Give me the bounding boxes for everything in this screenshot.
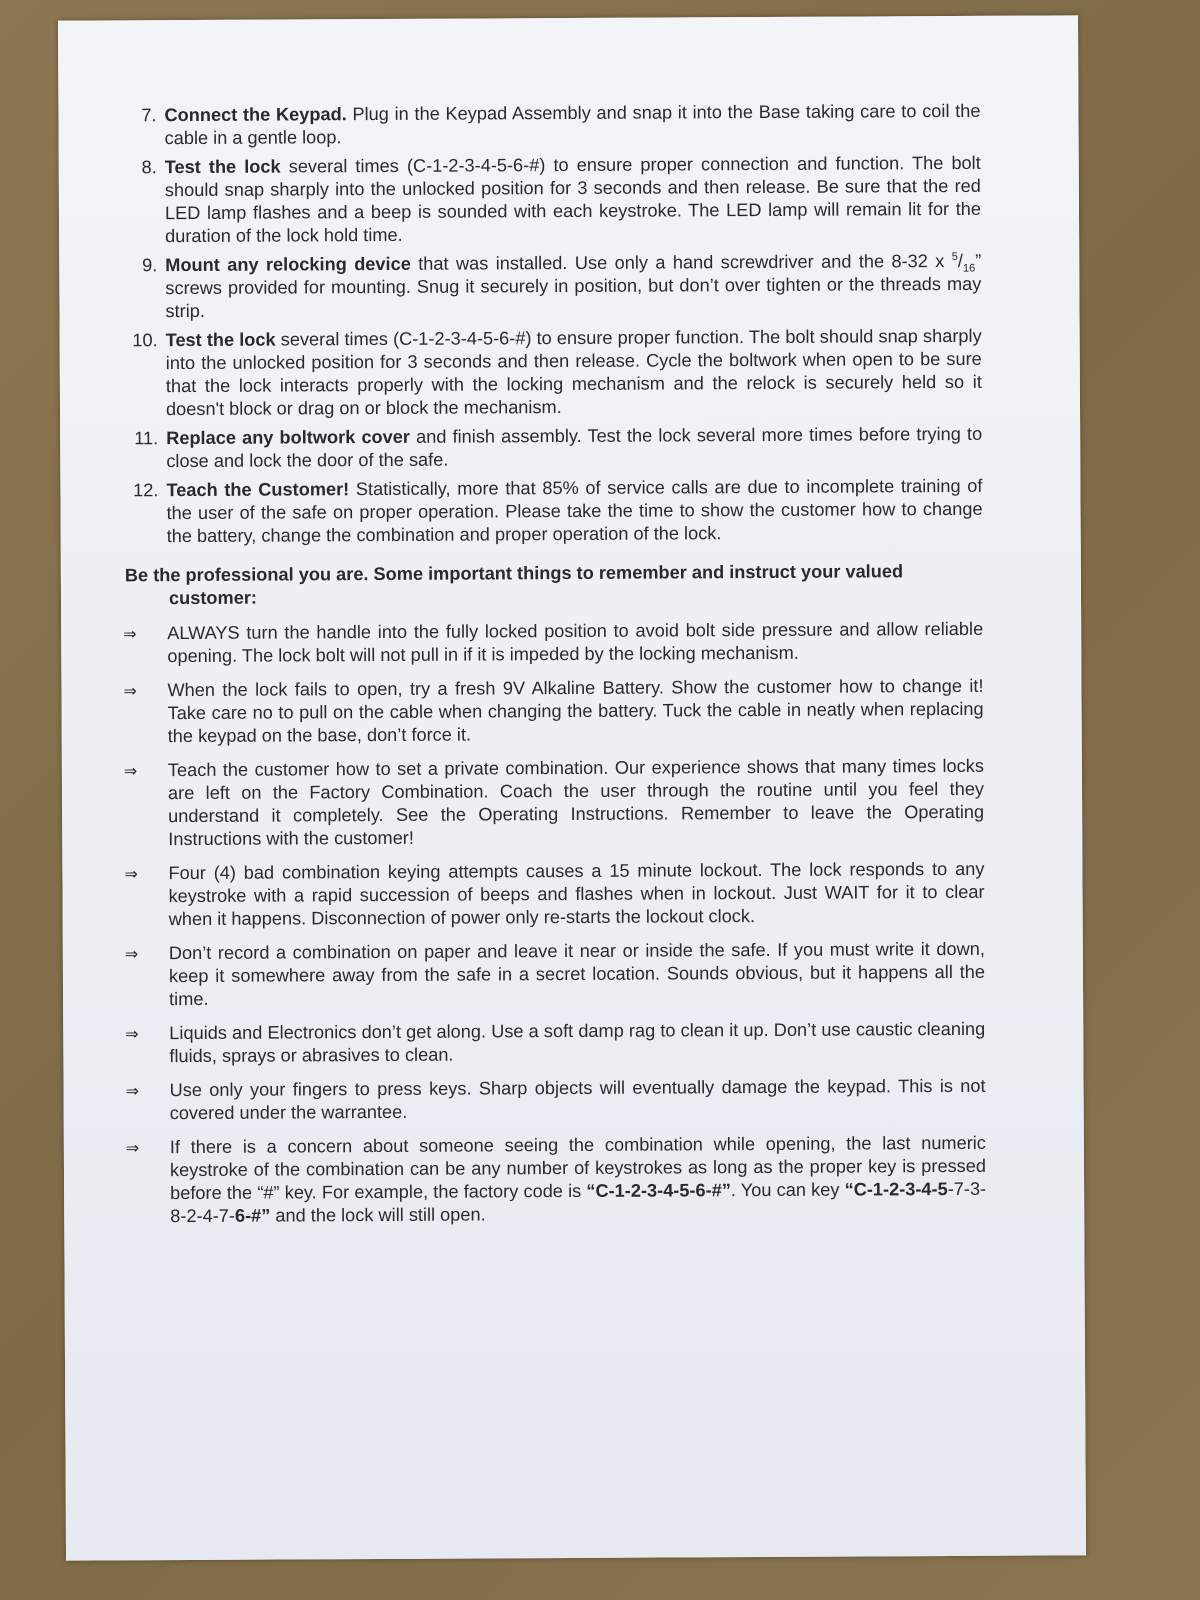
step-body: several times (C-1-2-3-4-5-6-#) to ensure proper connection and function. The bolt should snap sharply into the unlocked position for 3 seconds and then release. Be sure that the red LED lamp flashes and a beep is sounded with each keystroke. The LED lamp will remain lit for the duration of the lock hold time. bbox=[164, 152, 982, 247]
step-11 bbox=[122, 423, 982, 474]
step-title: Test the lock bbox=[164, 156, 281, 178]
step-text bbox=[165, 152, 981, 248]
step-number: 10. bbox=[132, 330, 158, 351]
example-code-end: 6-#” bbox=[234, 1205, 271, 1226]
reminder-item bbox=[125, 1018, 985, 1069]
step-number: 9. bbox=[142, 255, 158, 276]
fraction-numerator: 5 bbox=[951, 250, 958, 263]
example-code-middle: -7-3-8-2-4-7- bbox=[170, 1178, 987, 1227]
arrow-icon: ⇒ bbox=[125, 1024, 139, 1044]
reminder-list bbox=[123, 618, 986, 1228]
reminder-text: When the lock fails to open, try a fresh 9V Alkaline Battery. Show the customer how to change it! Take care no to pull on the cable when changing the battery. Tuck the cable in neatly when replacing the keypad on the base, don’t force it. bbox=[167, 675, 984, 747]
step-body: that was installed. Use only a hand screwdriver and the 8-32 x bbox=[410, 251, 952, 274]
reminder-item bbox=[125, 938, 985, 1012]
reminder-text: Don’t record a combination on paper and leave it near or inside the safe. If you must write it down, keep it somewhere away from the safe in a secret location. Sounds obvious, but it happens all the time. bbox=[168, 938, 986, 1010]
reminder-text: Teach the customer how to set a private combination. Our experience shows that many times locks are left on the Factory Combination. Coach the user through the routine until you feel they understand it completely. See the Operating Instructions. Remember to leave the Operating Instructions with the customer! bbox=[167, 755, 985, 850]
step-12 bbox=[122, 475, 982, 549]
arrow-icon: ⇒ bbox=[123, 681, 137, 701]
reminder-text-part: and the lock will still open. bbox=[270, 1204, 486, 1226]
instruction-sheet bbox=[58, 15, 1086, 1560]
fraction-denominator: 16 bbox=[962, 262, 976, 275]
reminder-item bbox=[124, 858, 984, 932]
step-text bbox=[166, 423, 982, 473]
step-title: Replace any boltwork cover bbox=[166, 426, 411, 449]
arrow-icon: ⇒ bbox=[124, 864, 138, 884]
arrow-icon: ⇒ bbox=[124, 944, 139, 964]
step-body: Statistically, more that 85% of service calls are due to incomplete training of the user of the safe on proper operation. Please take the time to show the customer how to change the battery, change the combination and proper operation of the lock. bbox=[166, 475, 983, 547]
reminder-text bbox=[170, 1132, 986, 1228]
reminder-text: Four (4) bad combination keying attempts causes a 15 minute lockout. The lock responds to any keystroke with a rapid succession of beeps and flashes when in lockout. Just WAIT for it to clear when it happens. Disconnection of power only re-starts the lockout clock. bbox=[168, 858, 985, 930]
step-body: several times (C-1-2-3-4-5-6-#) to ensure proper function. The bolt should snap sharply into the unlocked position for 3 seconds and then release. Cycle the boltwork when open to be sure that the lock interacts properly with the locking mechanism and the relock is securely held so it doesn't block or drag on or block the mechanism. bbox=[165, 325, 982, 420]
reminder-item bbox=[123, 618, 983, 669]
step-text: Mount any relocking device that was installed. Use only a hand screwdriver and the 8-32 x $^5/_{16}$” screws provided for mounting. Snug it securely in position, but don’t over tighten or the threads may strip. bbox=[165, 250, 982, 322]
step-8 bbox=[121, 152, 981, 249]
step-body: and finish assembly. Test the lock several more times before trying to close and lock the door of the safe. bbox=[166, 423, 983, 472]
arrow-icon: ⇒ bbox=[123, 761, 138, 781]
reminder-text: Use only your fingers to press keys. Sharp objects will eventually damage the keypad. This is not covered under the warrantee. bbox=[169, 1075, 986, 1124]
step-10 bbox=[122, 325, 982, 422]
reminder-item bbox=[126, 1075, 986, 1126]
reminder-item bbox=[126, 1132, 986, 1229]
reminder-text-part: . You can key bbox=[730, 1179, 845, 1201]
step-9 bbox=[121, 250, 981, 324]
arrow-icon: ⇒ bbox=[123, 624, 137, 644]
reminder-text: Liquids and Electronics don’t get along. Use a soft damp rag to clean it up. Don’t use caustic cleaning fluids, sprays or abrasives to clean. bbox=[169, 1018, 986, 1067]
heading-line-2: customer: bbox=[168, 587, 257, 609]
step-number: 11. bbox=[134, 428, 159, 449]
example-code-start: “C-1-2-3-4-5 bbox=[844, 1179, 948, 1200]
step-body: Plug in the Keypad Assembly and snap it into the Base taking care to coil the cable in a gentle loop. bbox=[164, 100, 981, 149]
step-title: Teach the Customer! bbox=[166, 479, 350, 501]
step-7 bbox=[120, 100, 980, 151]
step-title: Connect the Keypad. bbox=[164, 104, 347, 126]
reminders-heading bbox=[123, 560, 983, 611]
step-number: 7. bbox=[141, 105, 157, 126]
heading-line-1: Be the professional you are. Some important things to remember and instruct your valued bbox=[124, 561, 904, 586]
step-text bbox=[164, 100, 980, 150]
factory-code: “C-1-2-3-4-5-6-#” bbox=[586, 1180, 731, 1201]
step-title: Mount any relocking device bbox=[165, 253, 411, 276]
step-body-continued: ” screws provided for mounting. Snug it securely in position, but don’t over tighten or the threads may strip. bbox=[165, 250, 982, 322]
step-text bbox=[166, 475, 982, 548]
instruction-content bbox=[120, 100, 986, 1239]
reminder-item bbox=[124, 755, 984, 852]
reminder-text-part: If there is a concern about someone seeing the combination while opening, the last numeric keystroke of the combination can be any number of keystrokes as long as the proper key is pressed before the “#” key. For example, the factory code is bbox=[169, 1132, 987, 1204]
step-number: 8. bbox=[141, 157, 157, 178]
reminder-item bbox=[123, 675, 983, 749]
step-number: 12. bbox=[133, 480, 159, 501]
step-title: Test the lock bbox=[165, 329, 276, 351]
reminder-text: ALWAYS turn the handle into the fully locked position to avoid bolt side pressure and allow reliable opening. The lock bolt will not pull in if it is impeded by the locking mechanism. bbox=[167, 618, 984, 667]
arrow-icon: ⇒ bbox=[125, 1138, 140, 1158]
step-text bbox=[166, 325, 982, 421]
arrow-icon: ⇒ bbox=[125, 1081, 140, 1101]
